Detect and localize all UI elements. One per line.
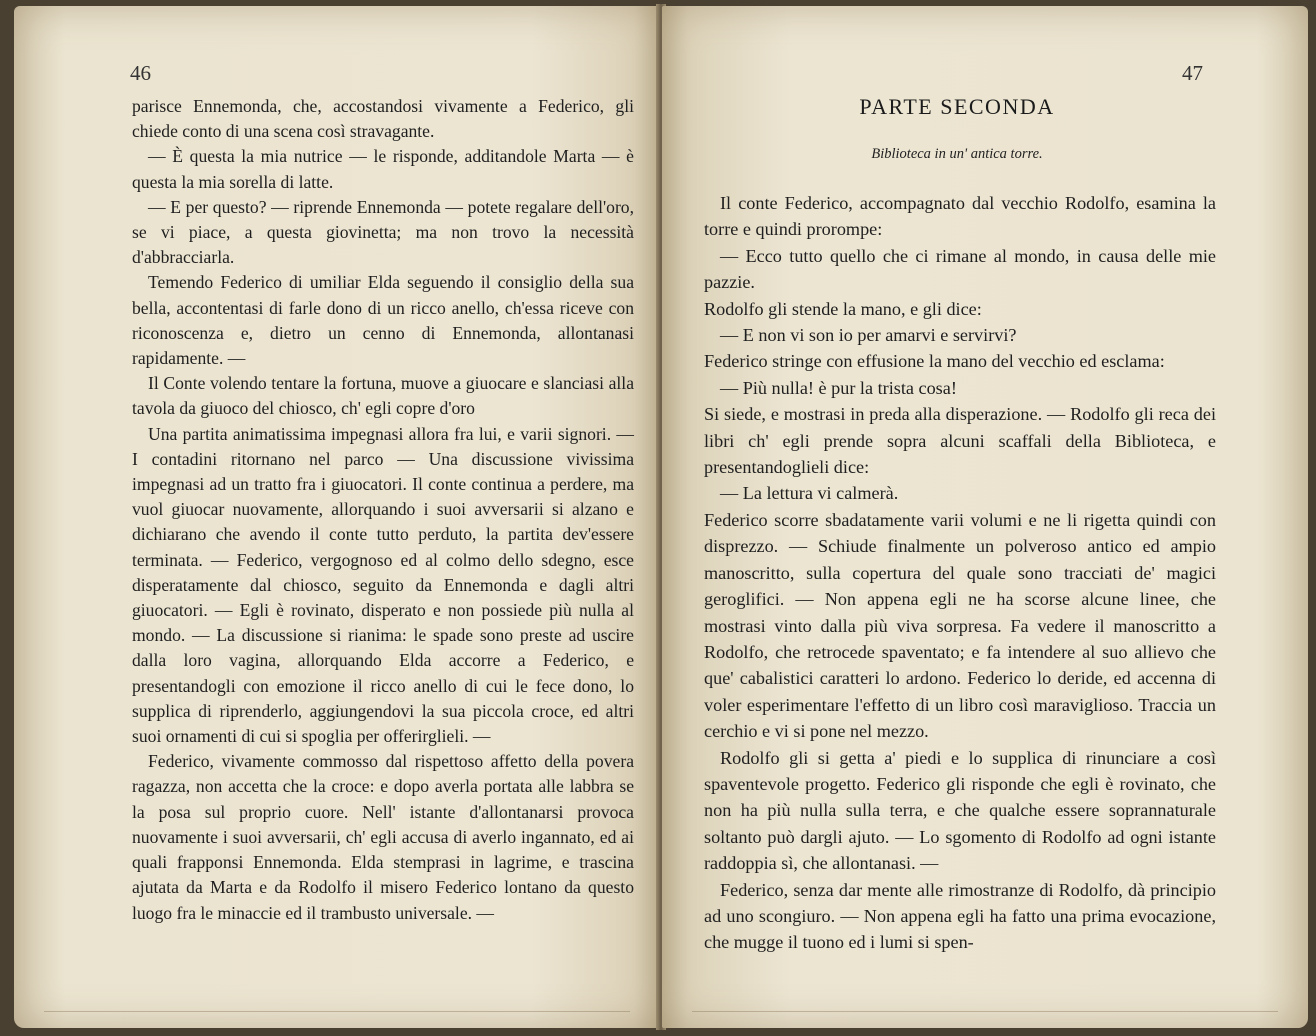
page-edge xyxy=(44,1011,630,1012)
section-subtitle: Biblioteca in un' antica torre. xyxy=(871,146,1043,162)
paragraph: Federico, vivamente commosso dal rispettoso affetto della povera ragazza, non accetta che la croce: e dopo averla portata alle labbra se la posa sul proprio cuore. Nell' istante d'allontanarsi provoca nuovamente i suoi avversarii, ch' egli accusa di averlo ingannato, ed ai quali frapponsi Ennemonda. Elda stemprasi in lagrime, e trascina ajutata da Marta e da Rodolfo il misero Federico lontano da questo luogo fra le minaccie ed il trambusto universale. — xyxy=(132,751,634,923)
paragraph: Temendo Federico di umiliar Elda seguendo il consiglio della sua bella, accontentasi di farle dono di un ricco anello, ch'essa riceve con riconoscenza e, dietro un cenno di Ennemonda, allontanasi rapidamente. — xyxy=(132,272,634,369)
paragraph: Federico, senza dar mente alle rimostranze di Rodolfo, dà principio ad uno scongiuro. — Non appena egli ha fatto una prima evocazione, che mugge il tuono ed i lumi si spen- xyxy=(704,879,1216,953)
paragraph: — È questa la mia nutrice — le risponde, additandole Marta — è questa la mia sorella di latte. xyxy=(132,146,634,192)
paragraph: Il Conte volendo tentare la fortuna, muove a giuocare e slanciasi alla tavola da giuoco del chiosco, ch' egli copre d'oro xyxy=(132,373,634,419)
paragraph: — La lettura vi calmerà. xyxy=(720,483,899,504)
paragraph: Rodolfo gli stende la mano, e gli dice: xyxy=(704,298,982,319)
paragraph: Una partita animatissima impegnasi allora fra lui, e varii signori. — I contadini ritornano nel parco — Una discussione vivissima impegnasi ad un tratto fra i giuocatori. Il conte continua a perdere, ma vuol giuocar nuovamente, allorquando i suoi avversarii si alzano e dichiarano che avendo il conte tutto perduto, la partita dev'essere terminata. — Federico, vergognoso ed al colmo dello sdegno, esce disperatamente dal chiosco, seguito da Ennemonda e dagli altri giuocatori. — Egli è rovinato, disperato e non possiede più nulla al mondo. — La discussione si rianima: le spade sono preste ad uscire dalla loro vagina, allorquando Elda accorre a Federico, e presentandogli con emozione il ricco anello di cui le fece dono, lo supplica di riprenderlo, aggiungendovi la sua piccola croce, ed altri suoi ornamenti di cui si spoglia per offerirglieli. — xyxy=(132,423,634,747)
paragraph: Federico scorre sbadatamente varii volumi e ne li rigetta quindi con disprezzo. — Schiude finalmente un polveroso antico ed ampio manoscritto, sulla copertura del quale sono tracciati de' magici geroglifici. — Non appena egli ne ha scorse alcune linee, che mostrasi vinto dalla più viva sorpresa. Fa vedere il manoscritto a Rodolfo, che retrocede spaventato; e fa intendere al suo allievo che que' cabalistici caratteri lo ardono. Federico lo deride, ed accenna di voler esperimentare l'effetto di un libro così maraviglioso. Traccia un cerchio e vi si pone nel mezzo. xyxy=(704,509,1216,742)
paragraph: parisce Ennemonda, che, accostandosi vivamente a Federico, gli chiede conto di una scena così stravagante. xyxy=(132,96,634,142)
left-page xyxy=(14,6,660,1028)
paragraph: Rodolfo gli si getta a' piedi e lo supplica di rinunciare a così spaventevole progetto. Federico gli risponde che egli è rovinato, che non ha più nulla sulla terra, e che qualche essere soprannaturale soltanto può dargli ajuto. — Lo sgomento di Rodolfo ad ogni istante raddoppia sì, che allontanasi. — xyxy=(704,747,1216,874)
page-text xyxy=(704,190,1216,956)
paragraph: — E non vi son io per amarvi e servirvi? xyxy=(720,325,1017,346)
page-text xyxy=(132,94,634,926)
paragraph: Si siede, e mostrasi in preda alla disperazione. — Rodolfo gli reca dei libri ch' egli prende sopra alcuni scaffali della Biblioteca, e presentandoglieli dice: xyxy=(704,404,1216,478)
paragraph: — Più nulla! è pur la trista cosa! xyxy=(720,377,957,398)
paragraph: — Ecco tutto quello che ci rimane al mondo, in causa delle mie pazzie. xyxy=(704,245,1216,293)
paragraph: — E per questo? — riprende Ennemonda — potete regalare dell'oro, se vi piace, a questa giovinetta; ma non trovo la necessità d'abbracciarla. xyxy=(132,196,634,268)
right-page xyxy=(662,6,1308,1028)
page-number: 47 xyxy=(1182,61,1203,85)
section-title: PARTE SECONDA xyxy=(859,94,1055,119)
paragraph: Federico stringe con effusione la mano del vecchio ed esclama: xyxy=(704,351,1165,372)
page-number: 46 xyxy=(130,61,151,85)
page-edge xyxy=(692,1011,1278,1012)
paragraph: Il conte Federico, accompagnato dal vecchio Rodolfo, esamina la torre e quindi prorompe: xyxy=(704,193,1216,240)
